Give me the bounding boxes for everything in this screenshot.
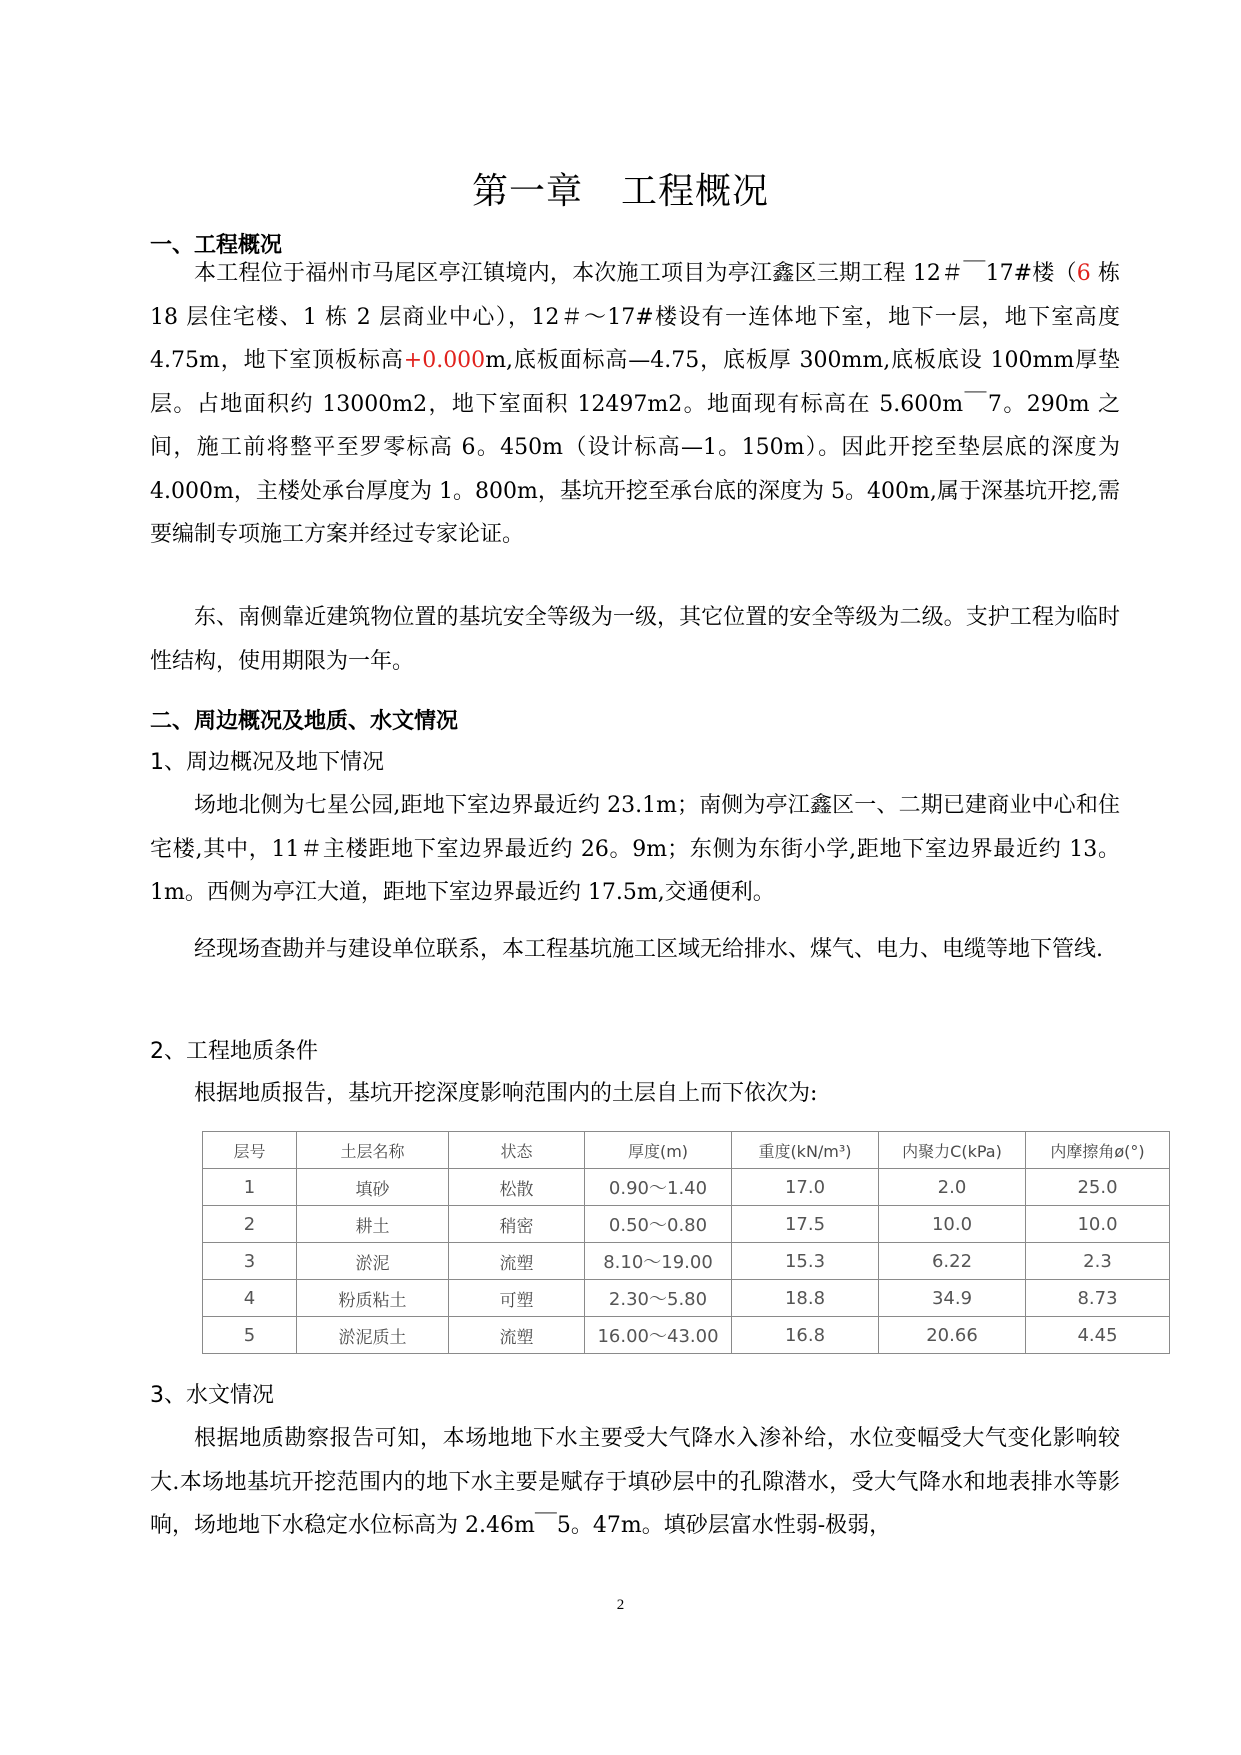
table-row (203, 1243, 1170, 1280)
table-cell: 34.9 (879, 1280, 1026, 1317)
highlighted-text: 6 (1076, 261, 1091, 286)
table-row (203, 1317, 1170, 1354)
column-header: 内摩擦角ø(°) (1026, 1132, 1170, 1169)
table-cell: 填砂 (297, 1169, 449, 1206)
paragraph-project-overview (150, 252, 1120, 557)
column-header: 重度(kN/m³) (732, 1132, 879, 1169)
table-cell: 16.00～43.00 (585, 1317, 732, 1354)
table-cell: 17.0 (732, 1169, 879, 1206)
table-cell: 0.50～0.80 (585, 1206, 732, 1243)
text-fragment: m,底板面标高—4.75，底板厚 300mm,底板底设 100mm厚垫层。占地面积约 13000m2，地下室面积 12497m2。地面现有标高在 5.600m￣7。290m 之间，施工前将整平至罗零标高 6。450m（设计标高—1。150m）。因此开挖至垫层底的深度为 4.000m，主楼处承台厚度为 1。800m，基坑开挖至承台底的深度为 5。400m,属于深基坑开挖,需要编制专项施工方案并经过专家论证。 (150, 348, 1120, 547)
text-fragment: 栋 18 层住宅楼、1 栋 2 层商业中心），12＃～17#楼设有一连体地下室，地下一层，地下室高度 4.75m，地下室顶板标高 (150, 261, 1120, 373)
table-cell: 松散 (449, 1169, 585, 1206)
subsection-heading-1: 1、周边概况及地下情况 (150, 750, 384, 775)
table-cell: 4.45 (1026, 1317, 1170, 1354)
table-cell: 淤泥质土 (297, 1317, 449, 1354)
table-cell: 流塑 (449, 1243, 585, 1280)
column-header: 状态 (449, 1132, 585, 1169)
text-fragment: 本工程位于福州市马尾区亭江镇境内，本次施工项目为亭江鑫区三期工程 12＃￣17#楼（ (194, 261, 1077, 286)
table-cell: 0.90～1.40 (585, 1169, 732, 1206)
column-header: 厚度(m) (585, 1132, 732, 1169)
table-cell: 粉质粘土 (297, 1280, 449, 1317)
paragraph-geology-intro: 根据地质报告，基坑开挖深度影响范围内的土层自上而下依次为: (194, 1081, 818, 1106)
table-cell: 15.3 (732, 1243, 879, 1280)
chapter-title (0, 163, 1241, 214)
table-cell: 8.73 (1026, 1280, 1170, 1317)
table-cell: 4 (203, 1280, 297, 1317)
section-heading-1: 一、工程概况 (150, 233, 283, 258)
table-cell: 可塑 (449, 1280, 585, 1317)
table-cell: 2.30～5.80 (585, 1280, 732, 1317)
table-cell: 2.0 (879, 1169, 1026, 1206)
table-cell: 耕土 (297, 1206, 449, 1243)
column-header: 层号 (203, 1132, 297, 1169)
subsection-heading-3: 3、水文情况 (150, 1383, 274, 1408)
paragraph-surroundings: 场地北侧为七星公园,距地下室边界最近约 23.1m；南侧为亭江鑫区一、二期已建商业中心和住宅楼,其中，11＃主楼距地下室边界最近约 26。9m；东侧为东街小学,距地下室边界最近约 13。1m。西侧为亭江大道，距地下室边界最近约 17.5m,交通便利。 (150, 793, 1120, 905)
highlighted-text: +0.000 (403, 348, 486, 373)
table-cell: 16.8 (732, 1317, 879, 1354)
paragraph-safety-level: 东、南侧靠近建筑物位置的基坑安全等级为一级，其它位置的安全等级为二级。支护工程为临时性结构，使用期限为一年。 (150, 605, 1120, 674)
table-cell: 25.0 (1026, 1169, 1170, 1206)
table-row (203, 1280, 1170, 1317)
table-cell: 17.5 (732, 1206, 879, 1243)
column-header: 内聚力C(kPa) (879, 1132, 1026, 1169)
table-cell: 2 (203, 1206, 297, 1243)
chapter-number: 第一章 (471, 171, 583, 212)
table-cell: 6.22 (879, 1243, 1026, 1280)
paragraph-hydrology: 根据地质勘察报告可知，本场地地下水主要受大气降水入渗补给，水位变幅受大气变化影响较大.本场地基坑开挖范围内的地下水主要是赋存于填砂层中的孔隙潜水，受大气降水和地表排水等影响，场地地下水稳定水位标高为 2.46m￣5。47m。填砂层富水性弱-极弱， (150, 1426, 1120, 1538)
table-cell: 淤泥 (297, 1243, 449, 1280)
column-header: 土层名称 (297, 1132, 449, 1169)
table-cell: 2.3 (1026, 1243, 1170, 1280)
page-number: 2 (616, 1597, 625, 1613)
table-cell: 流塑 (449, 1317, 585, 1354)
table-cell: 3 (203, 1243, 297, 1280)
table-header-row (203, 1132, 1170, 1169)
subsection-heading-2: 2、工程地质条件 (150, 1039, 318, 1064)
table-cell: 1 (203, 1169, 297, 1206)
paragraph-pipelines: 经现场查勘并与建设单位联系，本工程基坑施工区域无给排水、煤气、电力、电缆等地下管线. (194, 937, 1103, 962)
chapter-name: 工程概况 (621, 171, 770, 212)
table-cell: 10.0 (1026, 1206, 1170, 1243)
section-heading-2: 二、周边概况及地质、水文情况 (150, 709, 459, 734)
table-cell: 稍密 (449, 1206, 585, 1243)
table-cell: 20.66 (879, 1317, 1026, 1354)
table-cell: 8.10～19.00 (585, 1243, 732, 1280)
table-cell: 18.8 (732, 1280, 879, 1317)
table-cell: 5 (203, 1317, 297, 1354)
table-cell: 10.0 (879, 1206, 1026, 1243)
table-row (203, 1206, 1170, 1243)
soil-layer-table (202, 1131, 1170, 1354)
table-row (203, 1169, 1170, 1206)
